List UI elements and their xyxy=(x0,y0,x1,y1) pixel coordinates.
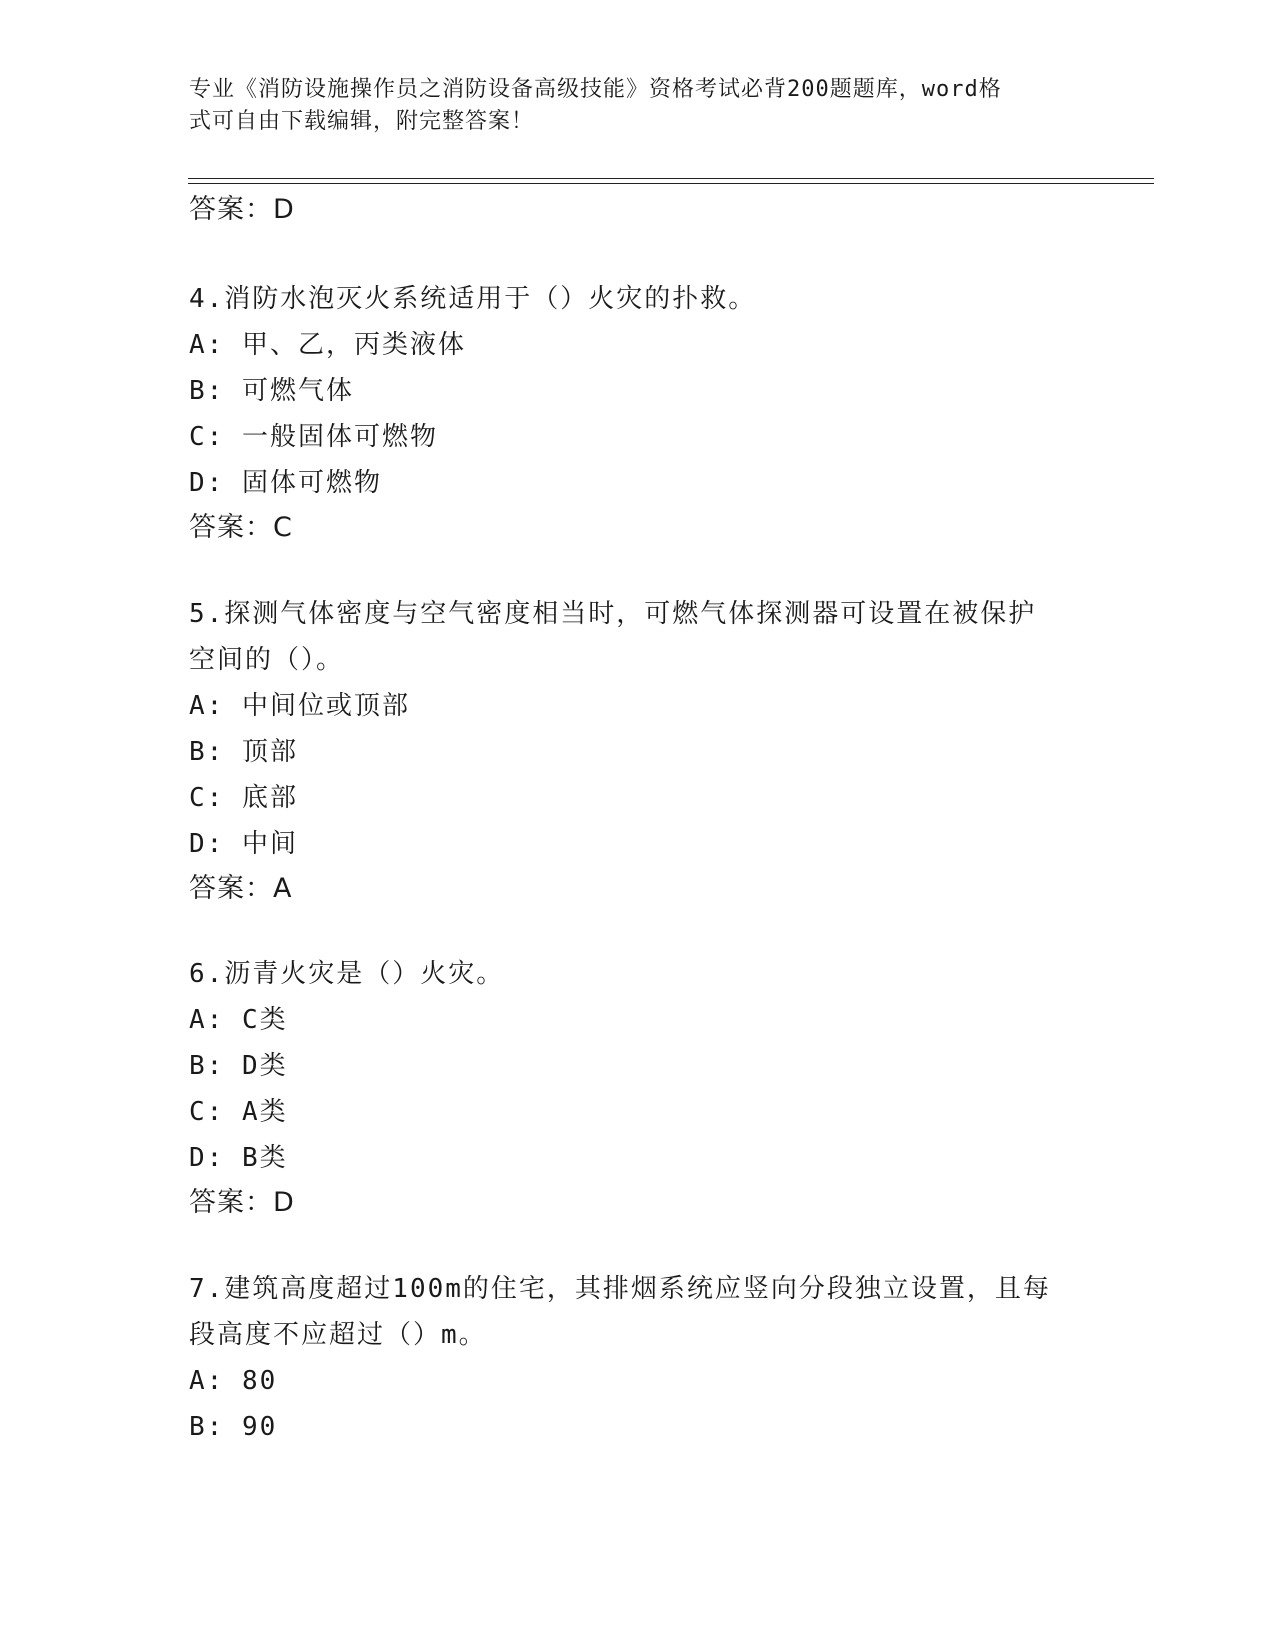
answer-line: 答案：D xyxy=(189,1187,295,1218)
option-b: B: D类 xyxy=(189,1051,288,1081)
question-4 xyxy=(189,276,1089,550)
answer-line: 答案：A xyxy=(189,873,293,904)
question-5 xyxy=(189,591,1089,911)
option-a: A: C类 xyxy=(189,1005,288,1035)
document-header xyxy=(189,74,1069,138)
question-text-line-1: 7.建筑高度超过100m的住宅，其排烟系统应竖向分段独立设置，且每 xyxy=(189,1274,1051,1304)
question-text-line-1: 5.探测气体密度与空气密度相当时，可燃气体探测器可设置在被保护 xyxy=(189,599,1037,629)
header-divider-top xyxy=(188,178,1154,179)
header-line-2: 式可自由下载编辑，附完整答案！ xyxy=(189,109,535,134)
question-text-line-2: 空间的（）。 xyxy=(189,645,345,675)
option-a: A: 80 xyxy=(189,1366,278,1396)
option-d: D: B类 xyxy=(189,1143,288,1173)
option-a: A: 中间位或顶部 xyxy=(189,691,410,721)
option-b: B: 90 xyxy=(189,1412,278,1442)
question-text: 6.沥青火灾是（）火灾。 xyxy=(189,959,505,989)
option-d: D: 中间 xyxy=(189,829,298,859)
question-text-line-2: 段高度不应超过（）m。 xyxy=(189,1320,487,1350)
option-b: B: 可燃气体 xyxy=(189,376,354,406)
header-line-1: 专业《消防设施操作员之消防设备高级技能》资格考试必背200题题库，word格 xyxy=(189,77,1002,102)
answer-line: 答案：C xyxy=(189,512,293,543)
question-6 xyxy=(189,951,1089,1225)
option-c: C: A类 xyxy=(189,1097,288,1127)
option-c: C: 底部 xyxy=(189,783,298,813)
option-b: B: 顶部 xyxy=(189,737,298,767)
option-c: C: 一般固体可燃物 xyxy=(189,422,438,452)
option-d: D: 固体可燃物 xyxy=(189,468,382,498)
option-a: A: 甲、乙，丙类液体 xyxy=(189,330,466,360)
question-7 xyxy=(189,1266,1089,1450)
answer-line: 答案：D xyxy=(189,194,295,225)
header-divider-bottom xyxy=(188,183,1154,184)
question-text: 4.消防水泡灭火系统适用于（）火灾的扑救。 xyxy=(189,284,757,314)
